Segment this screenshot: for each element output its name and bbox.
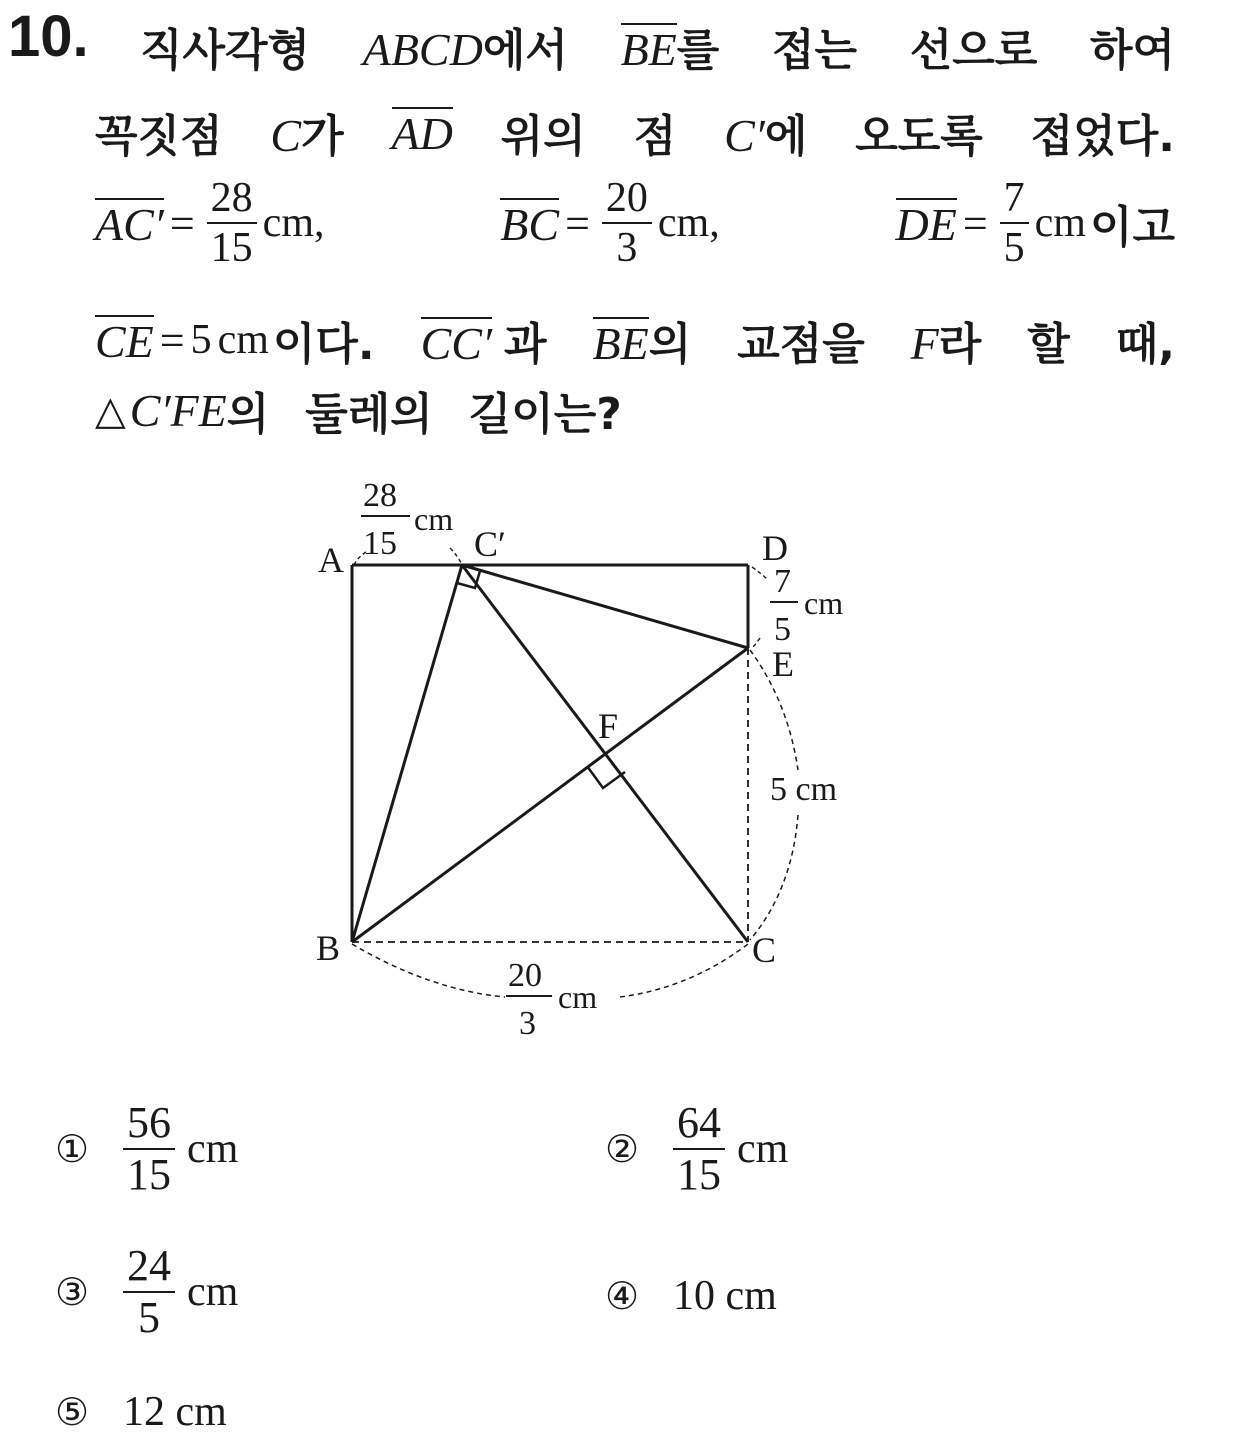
text: 할 <box>1027 319 1070 370</box>
choice-mark: ① <box>55 1127 90 1172</box>
text: 점 <box>633 111 677 162</box>
text: 의 <box>648 319 692 370</box>
fraction <box>602 176 652 270</box>
label-c-prime: C′ <box>474 524 506 564</box>
segment-ad: AD <box>391 108 453 159</box>
text: 이고 <box>1089 202 1175 254</box>
choice-1[interactable] <box>55 1100 238 1198</box>
label-b: B <box>316 928 341 968</box>
question-line-1 <box>140 14 1175 78</box>
dim-ce: 5 cm <box>770 771 838 808</box>
segment-be: BE <box>620 24 677 75</box>
choice-mark: ② <box>605 1127 640 1172</box>
fraction <box>1000 176 1029 270</box>
segment-cc-prime: CC′ <box>420 318 493 369</box>
ac-given <box>95 176 328 270</box>
question-number: 10. <box>8 4 89 69</box>
denominator: 3 <box>616 225 638 272</box>
choice-value: 12 cm <box>123 1389 227 1435</box>
unit: cm <box>217 317 269 363</box>
dim-bc-num: 20 <box>508 957 542 994</box>
fraction <box>123 1243 175 1341</box>
label-e: E <box>772 644 794 684</box>
right-angle-f <box>587 766 625 788</box>
segment-ce: CE <box>95 316 154 367</box>
equals: = <box>169 198 195 248</box>
choice-3[interactable] <box>55 1243 238 1341</box>
text: 교점을 <box>737 319 865 370</box>
text: 에서 <box>482 25 568 76</box>
text: 가 <box>301 111 344 162</box>
variable: C <box>270 110 302 161</box>
numerator: 64 <box>673 1100 725 1150</box>
ce-given <box>95 308 375 372</box>
segment-bc: BC <box>500 199 560 251</box>
denominator: 5 <box>1003 225 1025 272</box>
choice-4[interactable] <box>605 1272 777 1320</box>
segment-be-line <box>352 648 748 942</box>
choice-2[interactable] <box>605 1100 788 1198</box>
variable: F <box>910 318 939 369</box>
triangle-symbol: △ <box>95 387 126 433</box>
choice-value: 10 cm <box>673 1273 777 1319</box>
question-line-4 <box>95 308 1175 372</box>
text: 접었다. <box>1030 111 1175 162</box>
geometry-figure <box>290 470 890 1050</box>
segment-ac-prime: AC′ <box>95 199 164 251</box>
text: 라 <box>938 319 982 370</box>
fraction <box>123 1100 175 1198</box>
unit: cm <box>1034 200 1086 247</box>
equals: = <box>565 198 590 248</box>
text: 의 <box>226 389 270 440</box>
denominator: 15 <box>210 225 253 272</box>
question-line-2 <box>95 100 1175 164</box>
denominator: 15 <box>677 1150 721 1200</box>
label-c: C <box>752 930 777 970</box>
text: 선으로 <box>909 25 1038 76</box>
text: 과 <box>504 319 547 370</box>
numerator: 7 <box>1000 176 1029 224</box>
math-span <box>911 308 982 372</box>
dim-bc-unit: cm <box>558 979 598 1015</box>
text: 이다. <box>272 319 375 370</box>
unit: cm <box>737 1126 789 1173</box>
equals: = <box>962 198 988 248</box>
dim-ac-den: 15 <box>363 525 397 562</box>
label-a: A <box>318 540 344 580</box>
dim-de-unit: cm <box>804 585 844 621</box>
math-span <box>724 100 807 164</box>
unit: cm <box>187 1269 239 1316</box>
variable: ABCD <box>362 24 483 75</box>
numerator: 56 <box>123 1100 175 1150</box>
unit: cm <box>187 1126 239 1173</box>
equals: = <box>159 315 185 365</box>
text: 에 <box>764 111 808 162</box>
segment-c-prime-e <box>462 565 748 648</box>
dim-de-den: 5 <box>774 611 791 648</box>
text: 직사각형 <box>140 25 311 76</box>
choice-mark: ③ <box>55 1270 90 1315</box>
text: 꼭짓점 <box>95 111 223 162</box>
denominator: 5 <box>138 1293 160 1343</box>
question-line-3 <box>95 176 1175 270</box>
dim-de-num: 7 <box>774 563 791 600</box>
dim-ac-unit: cm <box>414 501 454 537</box>
text: 를 <box>676 25 720 76</box>
arc-de-lower <box>752 638 760 648</box>
text: 접는 <box>772 25 858 76</box>
segment-cc-prime-line <box>462 565 748 942</box>
choice-5[interactable] <box>55 1388 227 1436</box>
text: 때, <box>1115 319 1175 370</box>
arc-de <box>752 567 768 580</box>
unit: cm, <box>262 200 325 247</box>
label-f: F <box>598 706 619 746</box>
arc-ac-right <box>450 548 462 565</box>
math-span <box>421 308 547 372</box>
arc-ce-lower <box>750 815 798 940</box>
choice-mark: ④ <box>605 1274 640 1318</box>
unit: cm, <box>657 200 720 247</box>
segment-de: DE <box>895 199 957 251</box>
question-line-5 <box>95 378 1175 442</box>
math-span <box>621 14 720 78</box>
text: 오도록 <box>855 111 983 162</box>
text: 위의 <box>500 111 586 162</box>
numerator: 28 <box>207 176 257 224</box>
text: 길이는? <box>468 389 622 440</box>
math-span <box>363 14 568 78</box>
math-span <box>270 100 343 164</box>
numerator: 24 <box>123 1243 175 1293</box>
variable: C′ <box>724 110 765 161</box>
dim-ac-num: 28 <box>363 477 397 514</box>
fraction <box>673 1100 725 1198</box>
segment-be: BE <box>592 318 649 369</box>
text: 하여 <box>1089 25 1175 76</box>
label-d: D <box>762 528 788 568</box>
value: 5 <box>190 317 212 363</box>
arc-bc <box>352 944 505 997</box>
choice-mark: ⑤ <box>55 1390 90 1434</box>
de-given <box>896 176 1175 270</box>
variable: C′FE <box>129 384 227 436</box>
dim-bc-den: 3 <box>519 1005 536 1042</box>
segment-bc-prime <box>352 565 462 942</box>
numerator: 20 <box>602 176 652 224</box>
fraction <box>207 176 257 270</box>
bc-given <box>500 176 723 270</box>
text: 둘레의 <box>305 389 433 440</box>
arc-bc-right <box>620 944 748 997</box>
denominator: 15 <box>127 1150 171 1200</box>
math-span <box>593 308 692 372</box>
